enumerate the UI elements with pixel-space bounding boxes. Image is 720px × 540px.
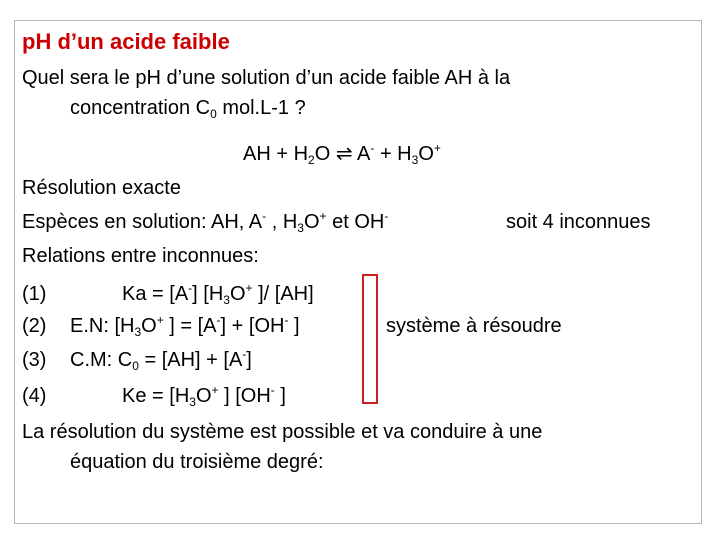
relation-2: E.N: [$H_3O^+$ ] = [A-] + [OH- ] [70, 313, 300, 339]
relation-2-number: (2) [22, 315, 47, 337]
slide-title: pH d’un acide faible [22, 29, 230, 54]
question-line-1: Quel sera le pH d’une solution d’un acide faible AH à la [22, 67, 511, 89]
relations-heading: Relations entre inconnues: [22, 245, 259, 267]
relation-4-number: (4) [22, 385, 47, 407]
resolution-heading: Résolution exacte [22, 177, 181, 199]
relation-3: C.M: $C_0 = [AH] + [A^-]$ [70, 347, 252, 373]
system-label: système à résoudre [386, 315, 562, 337]
relation-3-number: (3) [22, 349, 47, 371]
conclusion-line-1: La résolution du système est possible et va conduire à une [22, 421, 543, 443]
question-line-2: concentration $C_0$ mol.L-1 ? [70, 97, 306, 121]
relation-1-number: (1) [22, 283, 47, 305]
system-bracket-right-line [376, 274, 378, 404]
unknowns-count: soit 4 inconnues [506, 211, 651, 233]
conclusion-line-2: équation du troisième degré: [70, 451, 324, 473]
species-line: Espèces en solution: AH, A- , $H_3O^+$ et OH- [22, 209, 389, 235]
reaction-equation: AH + $H_2O$ ⇌ $A^- + H_3O^+$ [243, 141, 441, 167]
relation-1: Ka = [A-] [$H_3O^+$ ]/ [AH] [122, 281, 314, 307]
relation-4: $Ke = [H_3O^+$ ] [OH- ] [122, 383, 286, 409]
